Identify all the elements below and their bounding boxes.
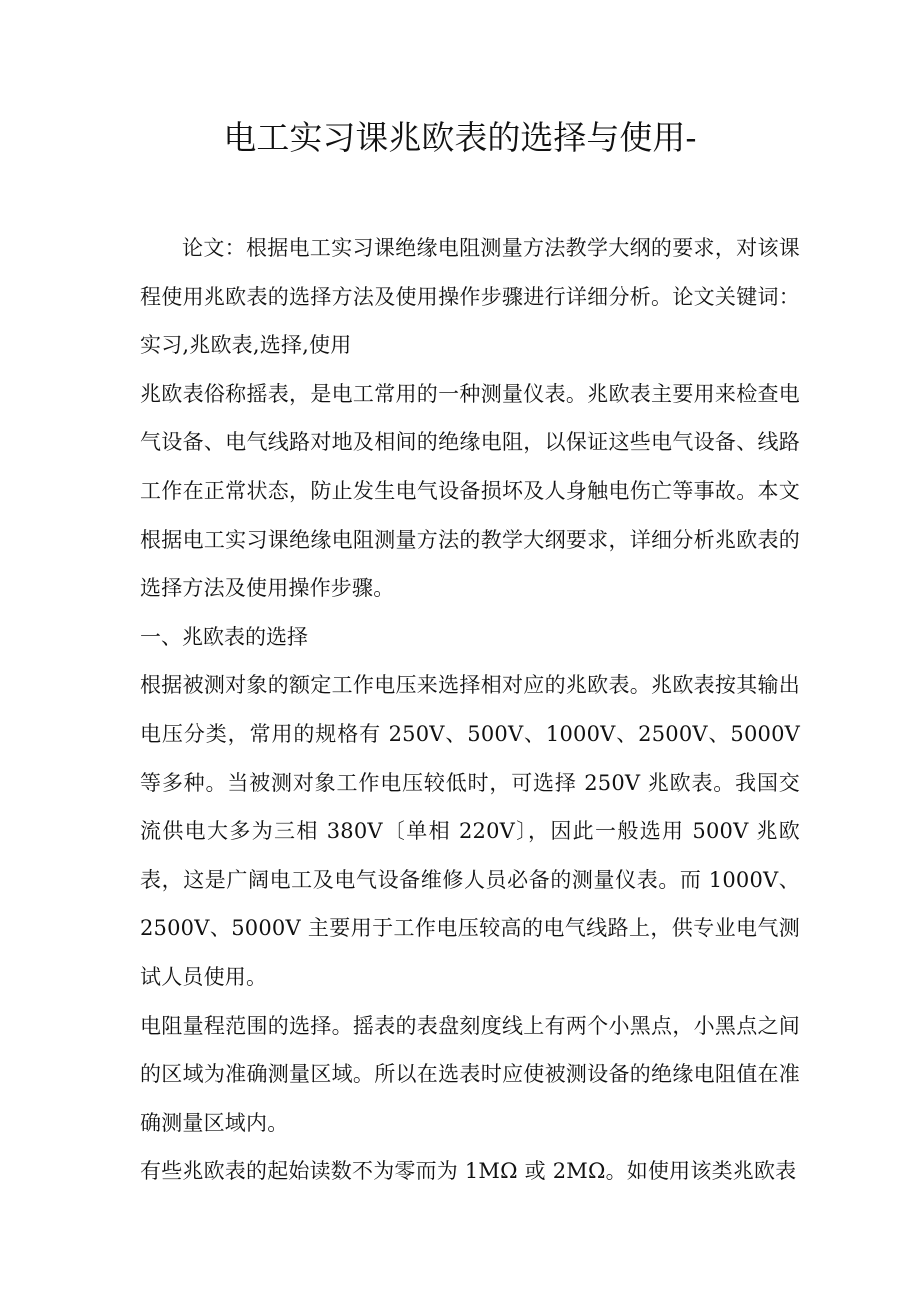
- document-body: [140, 224, 800, 1196]
- starting-reading-paragraph: 有些兆欧表的起始读数不为零而为 1MΩ 或 2MΩ。如使用该类兆欧表: [140, 1159, 797, 1184]
- range-selection-paragraph: 电阻量程范围的选择。摇表的表盘刻度线上有两个小黑点，小黑点之间的区域为准确测量区域。所以在选表时应使被测设备的绝缘电阻值在准确测量区域内。: [140, 1013, 800, 1135]
- abstract-paragraph: 论文：根据电工实习课绝缘电阻测量方法教学大纲的要求，对该课程使用兆欧表的选择方法及使用操作步骤进行详细分析。论文关键词：实习,兆欧表,选择,使用: [140, 236, 800, 358]
- voltage-selection-paragraph: 根据被测对象的额定工作电压来选择相对应的兆欧表。兆欧表按其输出电压分类，常用的规格有 250V、500V、1000V、2500V、5000V 等多种。当被测对象工作电压较低时，可选择 250V 兆欧表。我国交流供电大多为三相 380V〔单相 220V〕，因此一般选用 500V 兆欧表，这是广阔电工及电气设备维修人员必备的测量仪表。而 1000V、2500V、5000V 主要用于工作电压较高的电气线路上，供专业电气测试人员使用。: [140, 673, 800, 989]
- section-heading: 一、兆欧表的选择: [140, 624, 308, 649]
- document-title: 电工实习课兆欧表的选择与使用-: [223, 118, 697, 157]
- intro-paragraph: 兆欧表俗称摇表，是电工常用的一种测量仪表。兆欧表主要用来检查电气设备、电气线路对地及相间的绝缘电阻，以保证这些电气设备、线路工作在正常状态，防止发生电气设备损坏及人身触电伤亡等事故。本文根据电工实习课绝缘电阻测量方法的教学大纲要求，详细分析兆欧表的选择方法及使用操作步骤。: [140, 381, 800, 601]
